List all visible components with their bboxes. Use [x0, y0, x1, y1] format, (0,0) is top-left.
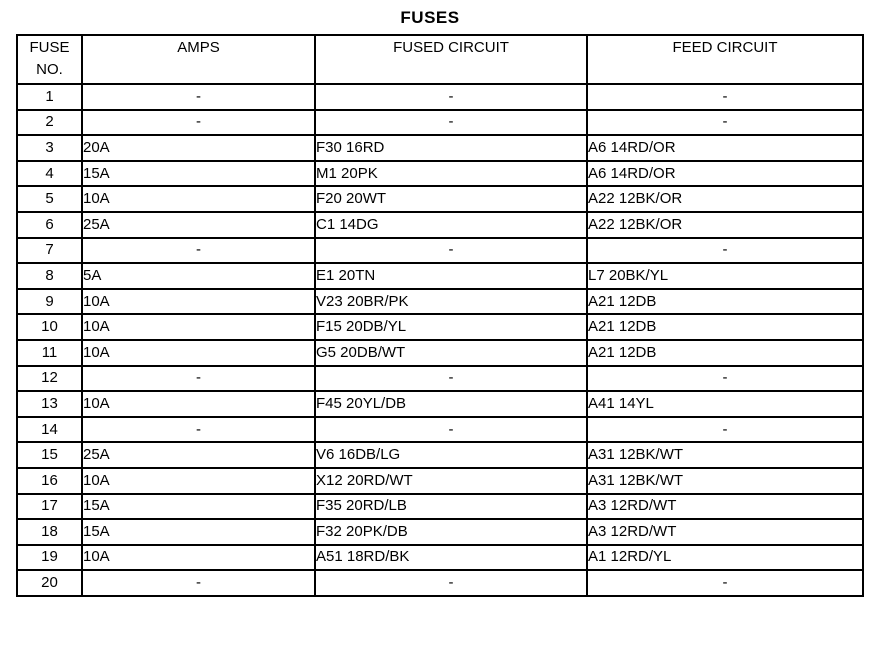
feed-circuit-cell: A22 12BK/OR — [587, 186, 863, 212]
feed-circuit-cell: A3 12RD/WT — [587, 519, 863, 545]
table-body — [17, 84, 863, 596]
amps-cell: 10A — [82, 340, 315, 366]
amps-cell: 15A — [82, 161, 315, 187]
header-fuse-no-line2: NO. — [36, 61, 63, 78]
fused-circuit-cell: - — [315, 84, 587, 110]
table-title: FUSES — [400, 8, 460, 27]
fuse-number-cell: 18 — [17, 519, 82, 545]
feed-circuit-cell: A6 14RD/OR — [587, 161, 863, 187]
fuse-number-cell: 13 — [17, 391, 82, 417]
fused-circuit-cell: - — [315, 417, 587, 443]
fuse-number-cell: 9 — [17, 289, 82, 315]
feed-circuit-cell: A22 12BK/OR — [587, 212, 863, 238]
feed-circuit-cell: A21 12DB — [587, 340, 863, 366]
header-fuse-no — [17, 35, 82, 84]
amps-cell: 25A — [82, 212, 315, 238]
fused-circuit-cell: A51 18RD/BK — [315, 545, 587, 571]
table-row — [17, 161, 863, 187]
table-row — [17, 110, 863, 136]
fused-circuit-cell: V23 20BR/PK — [315, 289, 587, 315]
fuse-number-cell: 2 — [17, 110, 82, 136]
feed-circuit-cell: A31 12BK/WT — [587, 468, 863, 494]
fuse-number-cell: 17 — [17, 494, 82, 520]
amps-cell: - — [82, 110, 315, 136]
feed-circuit-cell: - — [587, 238, 863, 264]
fused-circuit-cell: X12 20RD/WT — [315, 468, 587, 494]
table-row — [17, 340, 863, 366]
fuse-number-cell: 10 — [17, 314, 82, 340]
table-row — [17, 366, 863, 392]
fused-circuit-cell: F20 20WT — [315, 186, 587, 212]
feed-circuit-cell: - — [587, 110, 863, 136]
table-row — [17, 314, 863, 340]
table-row — [17, 570, 863, 596]
table-row — [17, 391, 863, 417]
fuse-number-cell: 8 — [17, 263, 82, 289]
fuse-number-cell: 4 — [17, 161, 82, 187]
amps-cell: 10A — [82, 545, 315, 571]
fuse-number-cell: 1 — [17, 84, 82, 110]
feed-circuit-cell: - — [587, 366, 863, 392]
table-row — [17, 289, 863, 315]
fuse-number-cell: 7 — [17, 238, 82, 264]
feed-circuit-cell: - — [587, 570, 863, 596]
feed-circuit-cell: A6 14RD/OR — [587, 135, 863, 161]
amps-cell: 15A — [82, 519, 315, 545]
fuse-number-cell: 3 — [17, 135, 82, 161]
feed-circuit-cell: A41 14YL — [587, 391, 863, 417]
amps-cell: - — [82, 570, 315, 596]
amps-cell: 20A — [82, 135, 315, 161]
feed-circuit-cell: A3 12RD/WT — [587, 494, 863, 520]
amps-cell: - — [82, 366, 315, 392]
feed-circuit-cell: A21 12DB — [587, 289, 863, 315]
fuses-table — [16, 34, 864, 597]
table-row — [17, 417, 863, 443]
table-row — [17, 263, 863, 289]
header-amps: AMPS — [82, 35, 315, 84]
feed-circuit-cell: - — [587, 417, 863, 443]
table-row — [17, 135, 863, 161]
amps-cell: 10A — [82, 289, 315, 315]
table-row — [17, 494, 863, 520]
table-row — [17, 442, 863, 468]
fused-circuit-cell: G5 20DB/WT — [315, 340, 587, 366]
table-row — [17, 186, 863, 212]
feed-circuit-cell: A31 12BK/WT — [587, 442, 863, 468]
table-row — [17, 545, 863, 571]
fused-circuit-cell: C1 14DG — [315, 212, 587, 238]
header-fuse-no-line1: FUSE — [29, 39, 70, 56]
fused-circuit-cell: F45 20YL/DB — [315, 391, 587, 417]
header-fused-circuit: FUSED CIRCUIT — [315, 35, 587, 84]
feed-circuit-cell: - — [587, 84, 863, 110]
amps-cell: 10A — [82, 186, 315, 212]
amps-cell: 10A — [82, 468, 315, 494]
fused-circuit-cell: F15 20DB/YL — [315, 314, 587, 340]
amps-cell: 10A — [82, 391, 315, 417]
table-row — [17, 238, 863, 264]
fused-circuit-cell: E1 20TN — [315, 263, 587, 289]
fuse-number-cell: 5 — [17, 186, 82, 212]
table-header — [17, 35, 863, 84]
table-row — [17, 519, 863, 545]
fuse-number-cell: 11 — [17, 340, 82, 366]
amps-cell: 25A — [82, 442, 315, 468]
amps-cell: - — [82, 238, 315, 264]
fused-circuit-cell: - — [315, 238, 587, 264]
fused-circuit-cell: - — [315, 570, 587, 596]
fuse-number-cell: 14 — [17, 417, 82, 443]
fuse-number-cell: 16 — [17, 468, 82, 494]
fused-circuit-cell: F35 20RD/LB — [315, 494, 587, 520]
fuse-number-cell: 20 — [17, 570, 82, 596]
fuse-number-cell: 6 — [17, 212, 82, 238]
fused-circuit-cell: - — [315, 366, 587, 392]
table-row — [17, 212, 863, 238]
fuse-number-cell: 19 — [17, 545, 82, 571]
amps-cell: - — [82, 84, 315, 110]
amps-cell: 5A — [82, 263, 315, 289]
amps-cell: - — [82, 417, 315, 443]
feed-circuit-cell: A1 12RD/YL — [587, 545, 863, 571]
fuse-number-cell: 15 — [17, 442, 82, 468]
fused-circuit-cell: - — [315, 110, 587, 136]
table-row — [17, 468, 863, 494]
amps-cell: 15A — [82, 494, 315, 520]
amps-cell: 10A — [82, 314, 315, 340]
fused-circuit-cell: M1 20PK — [315, 161, 587, 187]
feed-circuit-cell: A21 12DB — [587, 314, 863, 340]
header-feed-circuit: FEED CIRCUIT — [587, 35, 863, 84]
feed-circuit-cell: L7 20BK/YL — [587, 263, 863, 289]
fused-circuit-cell: F30 16RD — [315, 135, 587, 161]
header-row — [17, 35, 863, 84]
fused-circuit-cell: F32 20PK/DB — [315, 519, 587, 545]
fused-circuit-cell: V6 16DB/LG — [315, 442, 587, 468]
fuse-number-cell: 12 — [17, 366, 82, 392]
table-row — [17, 84, 863, 110]
